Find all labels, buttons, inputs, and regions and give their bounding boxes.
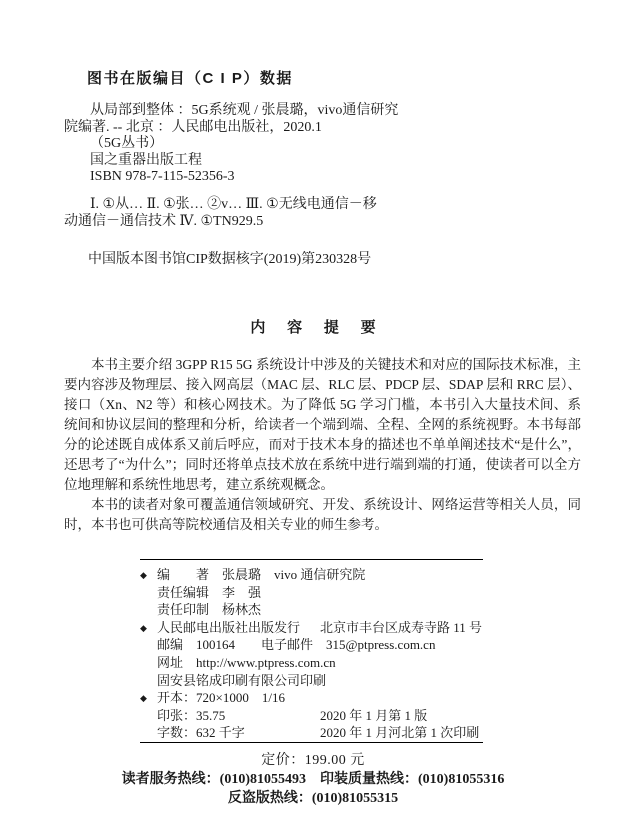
colophon-block	[140, 566, 584, 742]
colophon-row-format	[140, 689, 584, 707]
colophon-row-right: 2020 年 1 月第 1 版	[320, 707, 428, 723]
cip-catalog-block	[64, 103, 564, 186]
colophon-row-postcode-email	[140, 636, 584, 654]
colophon-row-editor	[140, 584, 584, 602]
colophon-row-wordcount-printing	[140, 724, 584, 742]
summary-paragraph-1: 本书主要介绍 3GPP R15 5G 系统设计中涉及的关键技术和对应的国际技术标准，主要内容涉及物理层、接入网高层（MAC 层、RLC 层、PDCP 层、SDAP 层和 RRC 层）、接口（Xn、N2 等）和核心网技术。为了降低 5G 学习门槛，本书引入大量技术间、系统间和协议层间的整理和分析，给读者一个端到端、全程、全网的系统视野。本书每部分的论述既自成体系又前后呼应，而对于技术本身的描述也不单单阐述技术“是什么”，还思考了“为什么”；同时还将单点技术放在系统中进行端到端的打通，使读者可以全方位地理解和系统性地思考，建立系统观概念。	[64, 357, 581, 492]
isbn-line: ISBN 978-7-115-52356-3	[90, 169, 235, 184]
colophon-row-website	[140, 654, 584, 672]
divider-bottom	[140, 742, 483, 743]
diamond-bullet-icon: ◆	[140, 693, 147, 704]
cip-classification-block	[64, 196, 564, 230]
diamond-bullet-icon: ◆	[140, 622, 147, 633]
cip-series-line: （5G丛书）	[90, 136, 164, 151]
cip-project-line: 国之重器出版工程	[90, 152, 202, 168]
colophon-row-left: 字数：632 千字	[157, 725, 245, 741]
colophon-row-printer	[140, 672, 584, 690]
colophon-row-print-supervisor	[140, 601, 584, 619]
colophon-row-right: 2020 年 1 月河北第 1 次印刷	[320, 725, 480, 741]
content-summary-title: 内 容 提 要	[250, 320, 385, 336]
colophon-row-left: 人民邮电出版社出版发行	[157, 619, 301, 635]
classification-line-2: 动通信－通信技术 Ⅳ. ①TN929.5	[64, 214, 264, 229]
service-hotlines-line: 读者服务热线：(010)81055493 印装质量热线：(010)81055316	[121, 772, 505, 787]
colophon-row-left: 责任编辑 李 强	[157, 584, 262, 600]
divider-top	[140, 559, 483, 560]
colophon-row-left: 责任印制 杨林杰	[157, 602, 262, 618]
colophon-row-left: 邮编 100164 电子邮件 315@ptpress.com.cn	[157, 637, 436, 653]
cip-publisher-line: 院编著. -- 北京 ：人民邮电出版社，2020.1	[64, 119, 322, 135]
summary-paragraph-2: 本书的读者对象可覆盖通信领域研究、开发、系统设计、网络运营等相关人员，同时，本书也可供高等院校通信及相关专业的师生参考。	[64, 497, 581, 532]
classification-line-1: Ⅰ. ①从… Ⅱ. ①张… ②v… Ⅲ. ①无线电通信－移	[90, 197, 377, 212]
cip-title-line: 从局部到整体 ：5G系统观 / 张晨璐，vivo通信研究	[90, 103, 399, 118]
price-line: 定价：199.00 元	[261, 753, 365, 768]
colophon-row-left: 开本：720×1000 1/16	[157, 690, 285, 706]
anti-piracy-hotline-line: 反盗版热线：(010)81055315	[227, 791, 399, 806]
diamond-bullet-icon: ◆	[140, 570, 147, 580]
colophon-row-left: 固安县铭成印刷有限公司印刷	[157, 672, 327, 688]
content-summary	[64, 355, 581, 535]
colophon-row-publisher	[140, 619, 584, 637]
cip-header-title: 图书在版编目（C I P）数据	[87, 70, 293, 87]
colophon-row-sheets-edition	[140, 707, 584, 725]
colophon-row-left: 网址 http://www.ptpress.com.cn	[157, 654, 336, 670]
colophon-row-left: 编 著 张晨璐 vivo 通信研究院	[157, 567, 366, 582]
cip-record-number: 中国版本图书馆CIP数据核字(2019)第230328号	[88, 252, 372, 267]
colophon-row-left: 印张：35.75	[157, 707, 226, 723]
colophon-row-right: 北京市丰台区成寿寺路 11 号	[320, 619, 483, 635]
colophon-row-author	[140, 566, 584, 584]
